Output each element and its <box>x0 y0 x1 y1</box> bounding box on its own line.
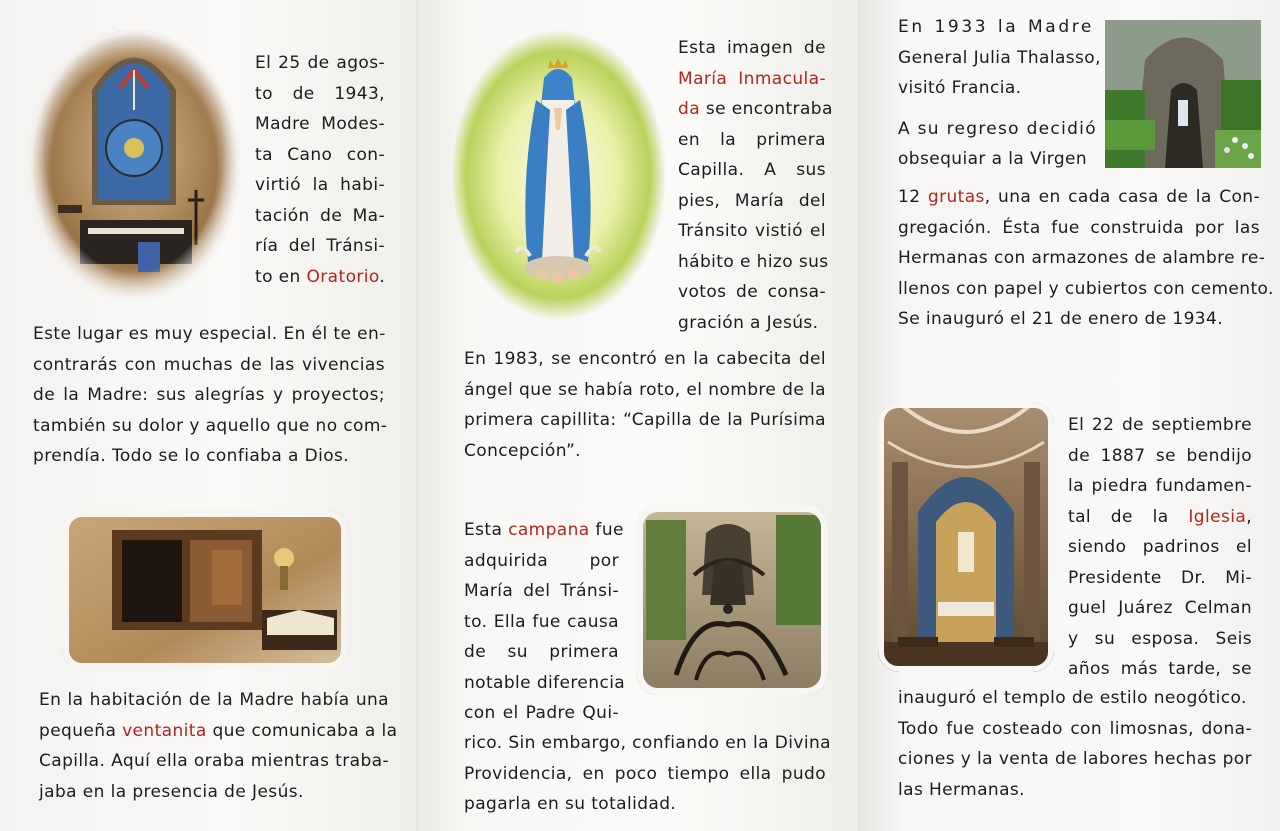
text-line: General Julia Thalasso, <box>898 47 1101 68</box>
text-fragment: . <box>379 266 386 287</box>
text-fragment: 12 <box>898 187 928 207</box>
text-line: inauguró el templo de estilo neogótico. <box>898 688 1247 708</box>
text-line: ta Cano con- <box>255 144 385 165</box>
text-line: con el Padre Qui- <box>464 703 619 723</box>
text-line: En 1983, se encontró en la cabecita del <box>464 349 826 369</box>
text-fragment: Esta <box>464 520 509 540</box>
campana-bell-image <box>636 505 828 695</box>
text-line: pagarla en su totalidad. <box>464 794 677 814</box>
text-line: Providencia, en poco tiempo ella pudo <box>464 763 826 784</box>
highlight-oratorio: Oratorio <box>306 266 380 287</box>
text-line: de la Madre: sus alegrías y proyectos; <box>33 385 385 405</box>
text-line: to de 1943, <box>255 83 385 104</box>
text-line: A su regreso decidió <box>898 118 1097 139</box>
text-line: adquirida por <box>464 550 619 571</box>
text-line: ría del Tránsi- <box>255 236 385 256</box>
text-line: María del Tránsi- <box>464 581 619 601</box>
text-fragment: , <box>1246 506 1252 527</box>
highlight-maria-inmaculada-end: da <box>678 99 701 119</box>
text-line: llenos con papel y cubiertos con cemento. <box>898 278 1274 299</box>
text-line: visitó Francia. <box>898 78 1022 98</box>
text-line: rico. Sin embargo, confiando en la Divina <box>464 733 831 753</box>
text-line: tación de Ma- <box>255 205 385 226</box>
text-line: jaba en la presencia de Jesús. <box>39 781 304 802</box>
stained-glass-chapel-image <box>28 30 240 302</box>
text-line <box>255 262 385 293</box>
text-fragment: que comunicaba a la <box>206 720 398 741</box>
window-room-image <box>62 510 348 670</box>
text-fragment: fue <box>589 520 624 540</box>
center-panel <box>418 0 860 831</box>
text-line: Madre Modes- <box>255 114 385 134</box>
campana-paragraph <box>464 515 626 729</box>
iglesia-paragraph <box>1068 410 1252 685</box>
text-line: las Hermanas. <box>898 779 1025 800</box>
highlight-campana: campana <box>508 520 590 540</box>
text-line: pies, María del <box>678 190 826 211</box>
text-line: Capilla. A sus <box>678 160 826 180</box>
text-line: ángel que se había roto, el nombre de la <box>464 379 826 400</box>
text-line: Capilla. Aquí ella oraba mientras traba- <box>39 751 389 771</box>
text-line: notable diferencia <box>464 672 626 693</box>
text-line <box>39 716 398 747</box>
text-line: Todo fue costeado con limosnas, dona- <box>898 718 1252 739</box>
text-line: hábito e hizo sus <box>678 251 829 272</box>
highlight-grutas: grutas <box>927 187 985 207</box>
lugar-paragraph <box>33 319 388 472</box>
text-line: siendo padrinos el <box>1068 537 1252 557</box>
text-fragment: to en <box>255 266 307 287</box>
text-line: guel Juárez Celman <box>1068 598 1252 618</box>
text-line <box>1068 502 1252 533</box>
iglesia-interior-image <box>878 402 1054 672</box>
right-panel <box>860 0 1280 831</box>
text-line: to. Ella fue causa <box>464 611 619 632</box>
text-line: prendía. Todo se lo confiaba a Dios. <box>33 446 350 466</box>
text-line: gregación. Ésta fue construida por las <box>898 217 1260 238</box>
text-line: también su dolor y aquello que no com- <box>33 415 388 436</box>
text-line: primera capillita: “Capilla de la Purísima <box>464 410 826 430</box>
text-line: la piedra fundamen- <box>1068 476 1252 496</box>
text-line: En la habitación de la Madre había una <box>39 690 389 710</box>
text-fragment: se encontraba <box>700 99 833 119</box>
iglesia-paragraph-continued <box>898 683 1252 805</box>
text-line: en la primera <box>678 129 826 150</box>
ventanita-paragraph <box>39 685 398 807</box>
text-line: Presidente Dr. Mi- <box>1068 567 1252 588</box>
text-line: Esta imagen de <box>678 38 826 58</box>
text-line: años más tarde, se <box>1068 659 1252 679</box>
gruta-paragraph <box>898 12 1101 175</box>
text-line: votos de consa- <box>678 282 826 302</box>
text-line <box>898 182 1260 213</box>
text-fragment: , una en cada casa de la Con- <box>984 187 1260 207</box>
text-line: El 25 de agos- <box>255 53 385 73</box>
left-panel <box>0 0 418 831</box>
maria-inmaculada-image <box>450 30 666 320</box>
highlight-ventanita: ventanita <box>122 720 207 741</box>
text-line: obsequiar a la Virgen <box>898 149 1088 169</box>
text-line: de 1887 se bendijo <box>1068 445 1252 466</box>
gruta-grotto-image <box>1105 20 1261 168</box>
text-line: Se inauguró el 21 de enero de 1934. <box>898 309 1224 329</box>
text-line: El 22 de septiembre <box>1068 415 1252 435</box>
campana-paragraph-continued <box>464 728 831 820</box>
text-line <box>464 515 624 546</box>
text-line: virtió la habi- <box>255 175 385 195</box>
text-line: ciones y la venta de labores hechas por <box>898 749 1252 769</box>
text-fragment: pequeña <box>39 720 123 741</box>
text-line: Este lugar es muy especial. En él te en- <box>33 324 386 344</box>
text-line: Tránsito vistió el <box>678 221 826 241</box>
gruta-paragraph-continued <box>898 182 1274 335</box>
text-line: contrarás con muchas de las vivencias <box>33 354 385 375</box>
text-line: En 1933 la Madre <box>898 17 1094 37</box>
highlight-maria-inmaculada: María Inmacula- <box>678 68 826 89</box>
text-line: gración a Jesús. <box>678 312 819 333</box>
text-line: Concepción”. <box>464 440 581 461</box>
text-fragment: tal de la <box>1068 506 1189 527</box>
text-line: y su esposa. Seis <box>1068 628 1252 649</box>
oratorio-paragraph <box>255 48 385 292</box>
text-line <box>678 94 833 125</box>
angel-paragraph <box>464 344 826 466</box>
text-line: de su primera <box>464 642 619 662</box>
text-line: Hermanas con armazones de alambre re- <box>898 248 1266 268</box>
maria-paragraph <box>678 33 833 338</box>
highlight-iglesia: Iglesia <box>1188 506 1247 527</box>
